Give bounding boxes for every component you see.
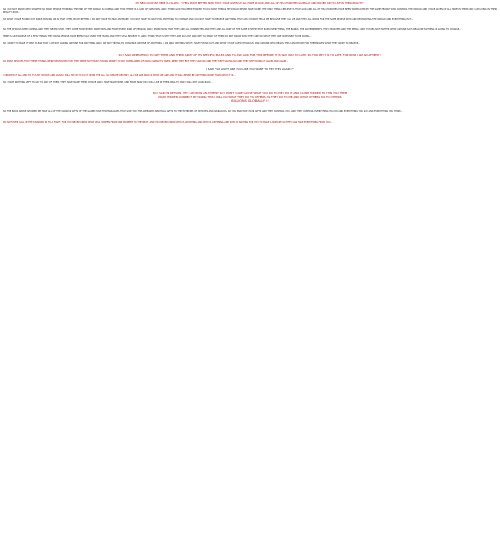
paragraph-8: SO I HAVE NOTHING LEFT TO SAY TO ANY OF THEM, THEY HAVE MADE THEIR CHOICE AND I HAVE MADE MINE, AND FROM NOW ON I WILL LIVE IN THEIR REALITY AND I WILL NOT LOOK BACK... [3, 80, 213, 84]
document-page [3, 2, 497, 125]
paragraph-4: HERE IS AN EXAMPLE OF A FEW THINGS THE YOUNG PEOPLE HAVE BEEN TOLD OVER THE YEARS AND THEY STILL BELIEVE IT, AND I THINK THAT IS WHY THEY ARE SO LOST AND WHY SO MANY OF THEM DO NOT KNOW WHO THEY ARE OR WHAT THEY ARE SUPPOSED TO BE DOING... [3, 35, 312, 38]
highlight-line-1: SO I SAID REPEATEDLY TO GET THEM AND THEIR ARMY OF ITS SPECIFIC RULES AND TO ASK GOD FOR THIS BEFORE IT IS WAY WAY TO LATE. SO FOR ME IT IS TO LATE, FOR NOW I AM AN ATHEIST ! [118, 52, 382, 57]
paragraph-7: I CREATED IT ALL AND TO IT IS MY CHOICE AND AGAIN I WILL TRY IN TO DO IT UPON THE ALL, SO CREATE DESTINY, ALL WE ARE NOW IS WHAT WE ARE AND IT WILL NEVER BE ANYTHING MORE THAN WHAT IT IS... [3, 73, 236, 77]
paragraph-6: SO MANY DEVICES THAT THESE THINGS WERE DESTROYED FOR THEY WERE NOT MANY HAVING MONEY TO PAY COMPLAINED OF MASS CANNOT'S TAPES, NEED THEY BUT THEY SAID NO AND THEY KEPT SAYING NO AND THEY KEPT DOING IT AGAIN AND AGAIN... [3, 59, 289, 63]
highlight-line-3: MANY HIDDEN CONNECT: BY DOING THIS I WILL DO WHAT THEY DO TO OTHERS AS THEY DO TO ME AND WHAT OTHERS DO TO OTHERS [158, 94, 342, 99]
quote-line: I SAID "SO LIGHT ARE YOU LIKE YOU WANT TO TRY THIS AGAIN ?" [206, 66, 294, 71]
paragraph-2: SO WHAT I HAVE FOUND OUT SINCE MOVING ON IS THAT I FEEL MUCH BETTER, I DO NOT HAVE TO PRAY ANYMORE, I DO NOT HAVE TO WAIT FOR ANYTHING TO CHANGE AND I DO NOT HAVE TO BELIEVE ANYTHING THAT ANY CHURCH TELLS ME BECAUSE THEY ALL LIE AND THEY ALL WORK FOR THE SAME PEOPLE WHO ARE DESTROYING THE WORLD AND EVERYTHING IN IT... [3, 17, 414, 21]
paragraph-5: SO I WANT TO MAKE IT VERY CLEAR THAT I AM NOT ASKING ANYONE FOR ANYTHING AND I AM NOT TRYING TO CONVINCE ANYONE OF ANYTHING, I AM ONLY WRITING WHAT I HAVE FOUND OUT AND WHAT I HAVE LIVED THROUGH, AND ANYONE WHO READS THIS CAN DECIDE FOR THEMSELVES WHAT THEY WANT TO BELIEVE... [3, 41, 361, 45]
highlight-line-4: BILLIONS GLOBALLY !! [231, 98, 269, 103]
paragraph-10: DO NOT EVER CALL IN THE DISABLED IN TO A FIGHT, FOR YOU NEVER KNOW WHAT WILL HAPPEN FROM ONE MOMENT TO THE NEXT, AND YOU NEVER KNOW WHO IS WATCHING AND WHO IS LISTENING AND WHO IS WAITING FOR YOU TO MAKE A MISTAKE SO THEY CAN TAKE EVERYTHING FROM YOU... [3, 120, 333, 124]
paragraph-3: SO THE ATTACKS KEEP COMING AND THEY NEVER STOP, THEY COME FROM EVERY DIRECTION AND FROM EVERY KIND OF PERSON, AND I KNOW NOW THAT THEY ARE ALL CONNECTED AND THEY ARE ALL PART OF THE SAME SYSTEM THAT RUNS EVERYTHING, THE BANKS, THE GOVERNMENTS, THE CHURCHES AND THE MEDIA, AND IT DOES NOT MATTER WHAT ANYONE SAYS BECAUSE NOTHING IS GOING TO CHANGE... [3, 28, 462, 32]
paragraph-1: SO I DO NOT KNOW WHO STARTED SO MANY PEOPLE THINKING THE END OF THE WORLD IS COMING AND THAT THERE IS A GOD OF CREATION, AND I THINK GOD HAS BEEN FORCED TO DO MANY THINGS HE WOULD NEVER HAVE DONE, THE ONLY THING I BELIEVE IS THAT GOD AND ALL OF HIS CHURCHES HAVE BEEN TAKEN OVER BY THE SAME PEOPLE WHO CONTROL THE WORLD AND I HAVE GIVEN UP ALL HOPE IN THEM AND I AM LIVING IN THEIR REALITY NOW... [3, 8, 497, 14]
page-title: MY NEW ACCOUNT HERE IS CALLED : "I FEEL MUCH BETTER NOW THAT I HAVE GIVEN UP ALL HOPE IN GOD AND ALL OF HIS CHURCHES GLOBALLY AND MOVED ON TO LIVE IN THEIR REALITY!" [135, 2, 365, 5]
paragraph-9: SO THE BOOK ABOVE SHOWED ME HOW ALL OF THE VARIOUS GIFTS OF THE GLOBE HAVE TECHNOLOGIES THAT GIVE YOU THE APPEARED SPIRITUAL GIFTS TO THE EXTREME, OF WITCHES AND WARLOCKS, SO YOU PRACTICE YOUR GIFTS AND THEY CONTROL YOU, AND THEY CONTROL EVERYTHING YOU DO AND EVERYTHING YOU SAY AND EVERYTHING YOU THINK... [3, 110, 403, 114]
highlight-line-2: SO I SAID IN RETURN, YET I AM NOW AN ATHEIST SO I DON'T CARE CAUSE WHAT YOU DO TO ME I DO IT AND CAUSE HIDDEN TO THIS YOU THEM [152, 91, 348, 96]
